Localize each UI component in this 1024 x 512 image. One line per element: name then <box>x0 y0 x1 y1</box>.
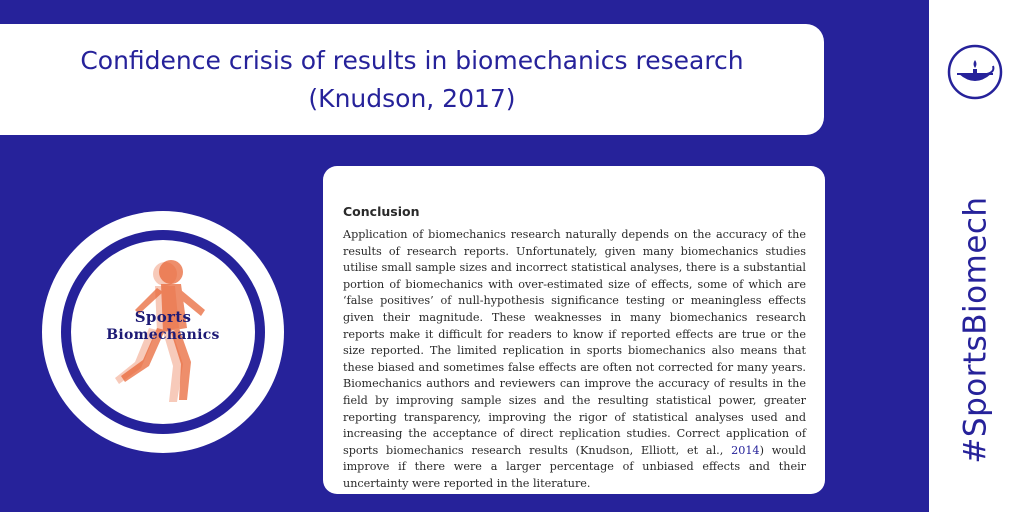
citation-link[interactable]: 2014 <box>731 443 760 457</box>
hashtag-label: #SportsBiomech <box>958 196 994 464</box>
excerpt-body <box>343 227 806 493</box>
journal-logo-title <box>71 308 255 344</box>
journal-logo-ring <box>61 230 265 434</box>
journal-logo <box>42 211 284 453</box>
title-card <box>0 24 824 135</box>
excerpt-text-part-1: Application of biomechanics research naturally depends on the accuracy of the results of research reports. Unfortunately, given many biomechanics studies utilise small sample sizes and incorrect statistical analyses, there is a substantial portion of biomechanics with over-estimated size of effects, some of which are ‘false positives’ of null-hypothesis significance testing or meaningless effects given their magnitude. These weaknesses in many biomechanics research reports make it difficult for readers to know if reported effects are true or the size reported. The limited replication in sports biomechanics also means that these biased and sometimes false effects are often not corrected for many years. Biomechanics authors and reviewers can improve the accuracy of results in the field by improving sample sizes and the resulting statistical power, greater reporting transparency, improving the rigor of statistical analyses used and increasing the acceptance of direct replication studies. Correct application of sports biomechanics research results (Knudson, Elliott, et al., <box>343 228 806 457</box>
excerpt-card <box>323 166 825 494</box>
title-line-1: Confidence crisis of results in biomechanics research <box>80 45 744 75</box>
hashtag-container <box>948 198 1004 462</box>
journal-logo-line-2: Biomechanics <box>106 327 220 343</box>
journal-logo-core <box>71 240 255 424</box>
excerpt-heading: Conclusion <box>343 204 420 219</box>
lamp-icon <box>947 44 1003 100</box>
journal-logo-line-1: Sports <box>134 308 192 326</box>
excerpt-text-part-2: ) would improve if there were a larger percentage of unbiased effects and their uncertainty were reported in the literature. <box>343 443 806 490</box>
title-line-2: (Knudson, 2017) <box>308 83 516 113</box>
